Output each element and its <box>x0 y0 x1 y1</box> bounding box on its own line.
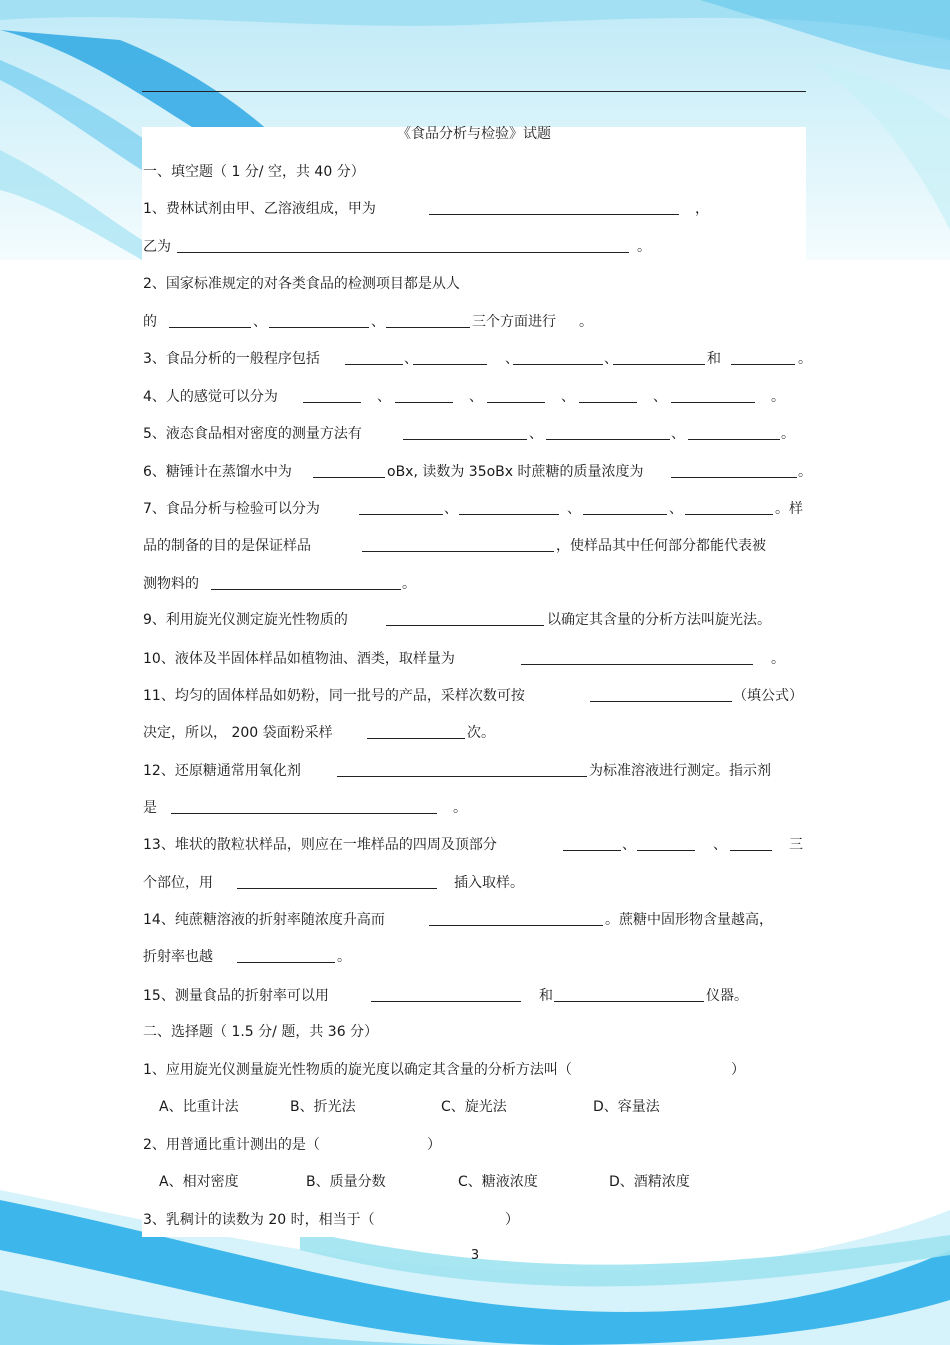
question-6: 6、糖锤计在蒸馏水中为 oBx, 读数为 35oBx 时蔗糖的质量浓度为 。 <box>143 461 807 483</box>
page-title: 《食品分析与检验》试题 <box>397 126 551 142</box>
answer-blank[interactable] <box>731 348 795 365</box>
answer-blank[interactable] <box>395 386 453 403</box>
answer-blank[interactable] <box>563 834 621 851</box>
question-13-line-2: 个部位，用 插入取样。 <box>143 872 807 894</box>
question-13: 13、堆状的散粒状样品，则应在一堆样品的四周及顶部分 、 、 三 <box>143 834 807 856</box>
page-number: 3 <box>470 1248 480 1263</box>
question-14: 14、纯蔗糖溶液的折射率随浓度升高而 。蔗糖中固形物含量越高， <box>143 909 807 931</box>
choice-question-2-options <box>143 1171 807 1193</box>
section-heading-multiple-choice: 二、选择题（ 1.5 分/ 题，共 36 分） <box>143 1024 379 1040</box>
answer-blank[interactable] <box>487 386 545 403</box>
answer-blank[interactable] <box>613 348 705 365</box>
option-d[interactable]: D、酒精浓度 <box>609 1174 690 1190</box>
option-d[interactable]: D、容量法 <box>593 1099 660 1115</box>
option-c[interactable]: C、糖液浓度 <box>458 1174 538 1190</box>
answer-blank[interactable] <box>177 236 629 253</box>
answer-blank[interactable] <box>688 423 780 440</box>
answer-blank[interactable] <box>211 573 401 590</box>
answer-blank[interactable] <box>386 311 470 328</box>
choice-question-3: 3、乳稠计的读数为 20 时，相当于（ ） <box>143 1212 519 1228</box>
answer-blank[interactable] <box>730 834 772 851</box>
question-12: 12、还原糖通常用氧化剂 为标准溶液进行测定。指示剂 <box>143 760 807 782</box>
answer-blank[interactable] <box>237 946 335 963</box>
answer-blank[interactable] <box>269 311 369 328</box>
answer-blank[interactable] <box>429 909 603 926</box>
answer-blank[interactable] <box>345 348 403 365</box>
choice-question-1-options <box>143 1096 807 1118</box>
answer-blank[interactable] <box>413 348 487 365</box>
option-c[interactable]: C、旋光法 <box>441 1099 507 1115</box>
option-a[interactable]: A、比重计法 <box>159 1099 239 1115</box>
answer-blank[interactable] <box>367 722 465 739</box>
answer-blank[interactable] <box>637 834 695 851</box>
answer-blank[interactable] <box>579 386 637 403</box>
question-3: 3、食品分析的一般程序包括 、 、 、 和 。 <box>143 348 807 370</box>
question-14-line-2: 折射率也越 。 <box>143 946 807 968</box>
choice-question-1: 1、应用旋光仪测量旋光性物质的旋光度以确定其含量的分析方法叫（ ） <box>143 1062 745 1078</box>
answer-blank[interactable] <box>386 609 544 626</box>
header-rule <box>142 91 806 92</box>
answer-blank[interactable] <box>554 985 704 1002</box>
option-a[interactable]: A、相对密度 <box>159 1174 239 1190</box>
answer-blank[interactable] <box>429 198 679 215</box>
question-4: 4、人的感觉可以分为 、 、 、 、 。 <box>143 386 807 408</box>
question-11-line-2: 决定，所以， 200 袋面粉采样 次。 <box>143 722 807 744</box>
question-2: 2、国家标准规定的对各类食品的检测项目都是从人 <box>143 276 460 292</box>
answer-blank[interactable] <box>671 386 755 403</box>
question-11: 11、均匀的固体样品如奶粉，同一批号的产品，采样次数可按 （填公式） <box>143 685 807 707</box>
answer-blank[interactable] <box>313 461 385 478</box>
answer-blank[interactable] <box>237 872 437 889</box>
answer-blank[interactable] <box>303 386 361 403</box>
answer-blank[interactable] <box>685 498 773 515</box>
option-b[interactable]: B、质量分数 <box>306 1174 386 1190</box>
question-12-line-2: 是 。 <box>143 797 807 819</box>
question-7-line-2: 品的制备的目的是保证样品 ，使样品其中任何部分都能代表被 <box>143 535 807 557</box>
answer-blank[interactable] <box>521 648 753 665</box>
answer-blank[interactable] <box>671 461 797 478</box>
answer-blank[interactable] <box>403 423 527 440</box>
answer-blank[interactable] <box>371 985 521 1002</box>
question-15: 15、测量食品的折射率可以用 和 仪器。 <box>143 985 807 1007</box>
section-heading-fill-blank: 一、填空题（ 1 分/ 空，共 40 分） <box>143 164 365 180</box>
question-1-line-2: 乙为 。 <box>143 236 807 258</box>
answer-blank[interactable] <box>459 498 559 515</box>
answer-blank[interactable] <box>337 760 587 777</box>
question-2-line-2: 的 、 、 三个方面进行 。 <box>143 311 807 333</box>
answer-blank[interactable] <box>171 797 437 814</box>
answer-blank[interactable] <box>169 311 251 328</box>
answer-blank[interactable] <box>590 685 732 702</box>
answer-blank[interactable] <box>583 498 667 515</box>
question-7-line-3: 测物料的 。 <box>143 573 807 595</box>
option-b[interactable]: B、折光法 <box>290 1099 356 1115</box>
question-5: 5、液态食品相对密度的测量方法有 、 、 。 <box>143 423 807 445</box>
answer-blank[interactable] <box>546 423 670 440</box>
answer-blank[interactable] <box>359 498 443 515</box>
answer-blank[interactable] <box>513 348 603 365</box>
question-1: 1、费林试剂由甲、乙溶液组成，甲为 ， <box>143 198 807 220</box>
question-7: 7、食品分析与检验可以分为 、 、 、 。样 <box>143 498 807 520</box>
question-10: 10、液体及半固体样品如植物油、酒类，取样量为 。 <box>143 648 807 670</box>
choice-question-2: 2、用普通比重计测出的是（ ） <box>143 1137 441 1153</box>
question-9: 9、利用旋光仪测定旋光性物质的 以确定其含量的分析方法叫旋光法。 <box>143 609 807 631</box>
answer-blank[interactable] <box>362 535 554 552</box>
